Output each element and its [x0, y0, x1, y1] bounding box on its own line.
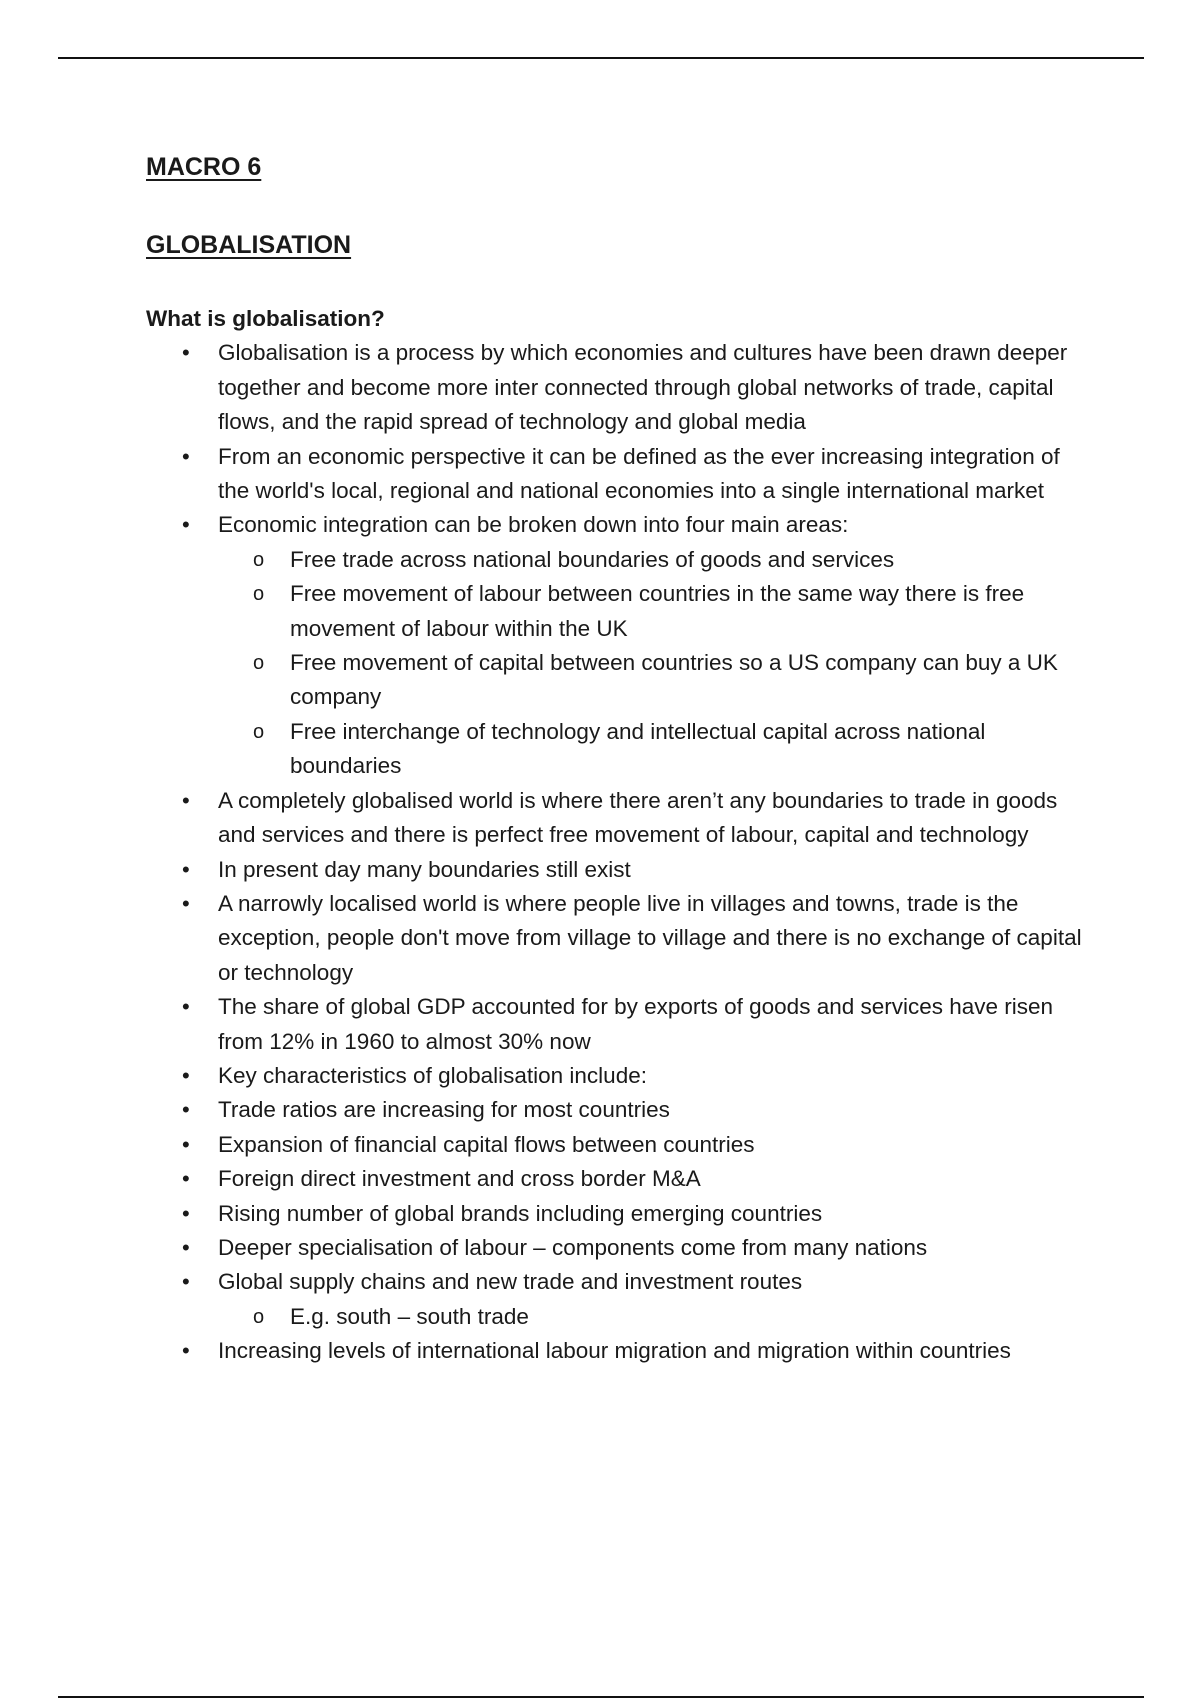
- sub-list-item-text: Free interchange of technology and intellectual capital across national boundaries: [290, 718, 986, 779]
- bullet-icon: •: [182, 512, 190, 538]
- list-item: [146, 1334, 1086, 1368]
- sub-bullet-list: [146, 543, 1086, 784]
- sub-bullet-icon: o: [253, 583, 265, 606]
- list-item: [146, 990, 1086, 1059]
- sub-bullet-list: [146, 1300, 1086, 1334]
- document-title: MACRO 6: [146, 153, 262, 181]
- list-item: [146, 1059, 1086, 1093]
- sub-list-item: [218, 577, 1086, 646]
- top-rule: [58, 57, 1144, 59]
- sub-bullet-icon: o: [253, 652, 265, 675]
- bullet-icon: •: [182, 1166, 190, 1192]
- list-item-text: Foreign direct investment and cross border M&A: [218, 1166, 701, 1192]
- bullet-icon: •: [182, 1131, 190, 1157]
- sub-list-item: [218, 1300, 1086, 1334]
- list-item: [146, 784, 1086, 853]
- list-item-text: Global supply chains and new trade and investment routes: [218, 1269, 803, 1295]
- list-item-text: Increasing levels of international labour migration and migration within countries: [218, 1338, 1011, 1364]
- list-item-text: Economic integration can be broken down into four main areas:: [218, 512, 849, 538]
- list-item: [146, 1265, 1086, 1334]
- bullet-icon: •: [182, 340, 190, 366]
- list-item-text: In present day many boundaries still exist: [218, 856, 631, 882]
- bottom-rule: [58, 1696, 1144, 1698]
- sub-list-item: [218, 715, 1086, 784]
- list-item: [146, 887, 1086, 990]
- list-item-text: Expansion of financial capital flows between countries: [218, 1131, 755, 1157]
- bullet-icon: •: [182, 1097, 190, 1123]
- sub-bullet-icon: o: [253, 1305, 265, 1328]
- sub-list-item: [218, 543, 1086, 577]
- document-body: [146, 150, 1086, 1369]
- list-item: [146, 1197, 1086, 1231]
- bullet-icon: •: [182, 1338, 190, 1364]
- bullet-icon: •: [182, 1234, 190, 1260]
- list-item-text: From an economic perspective it can be defined as the ever increasing integration of the world's local, regional and national economies into a single international market: [218, 443, 1060, 504]
- bullet-icon: •: [182, 994, 190, 1020]
- bullet-icon: •: [182, 443, 190, 469]
- bullet-icon: •: [182, 856, 190, 882]
- sub-list-item-text: Free trade across national boundaries of goods and services: [290, 546, 895, 572]
- list-item-text: Deeper specialisation of labour – components come from many nations: [218, 1234, 928, 1260]
- list-item-text: A completely globalised world is where there aren’t any boundaries to trade in goods and services and there is perfect free movement of labour, capital and technology: [218, 787, 1058, 848]
- bullet-icon: •: [182, 1062, 190, 1088]
- bullet-list: [146, 336, 1086, 1368]
- list-item-text: A narrowly localised world is where people live in villages and towns, trade is the exception, people don't move from village to village and there is no exchange of capital or technology: [218, 890, 1082, 985]
- sub-list-item-text: E.g. south – south trade: [290, 1303, 529, 1329]
- list-item-text: Key characteristics of globalisation include:: [218, 1062, 647, 1088]
- sub-bullet-icon: o: [253, 548, 265, 571]
- section-heading: What is globalisation?: [146, 306, 385, 331]
- list-item: [146, 853, 1086, 887]
- list-item: [146, 1231, 1086, 1265]
- list-item: [146, 336, 1086, 439]
- list-item-text: Rising number of global brands including emerging countries: [218, 1200, 823, 1226]
- list-item-text: Globalisation is a process by which economies and cultures have been drawn deeper together and become more inter connected through global networks of trade, capital flows, and the rapid spread of technology and global media: [218, 340, 1068, 435]
- sub-list-item: [218, 646, 1086, 715]
- bullet-icon: •: [182, 1269, 190, 1295]
- bullet-icon: •: [182, 1200, 190, 1226]
- list-item-text: The share of global GDP accounted for by exports of goods and services have risen from 12% in 1960 to almost 30% now: [218, 994, 1054, 1054]
- sub-list-item-text: Free movement of labour between countries in the same way there is free movement of labour within the UK: [290, 581, 1025, 641]
- list-item-text: Trade ratios are increasing for most countries: [218, 1097, 670, 1123]
- bullet-icon: •: [182, 890, 190, 916]
- sub-list-item-text: Free movement of capital between countries so a US company can buy a UK company: [290, 650, 1058, 710]
- list-item: [146, 440, 1086, 509]
- list-item: [146, 1128, 1086, 1162]
- list-item: [146, 1093, 1086, 1127]
- list-item: [146, 508, 1086, 783]
- sub-bullet-icon: o: [253, 720, 265, 743]
- list-item: [146, 1162, 1086, 1196]
- bullet-icon: •: [182, 787, 190, 813]
- document-subtitle: GLOBALISATION: [146, 231, 352, 259]
